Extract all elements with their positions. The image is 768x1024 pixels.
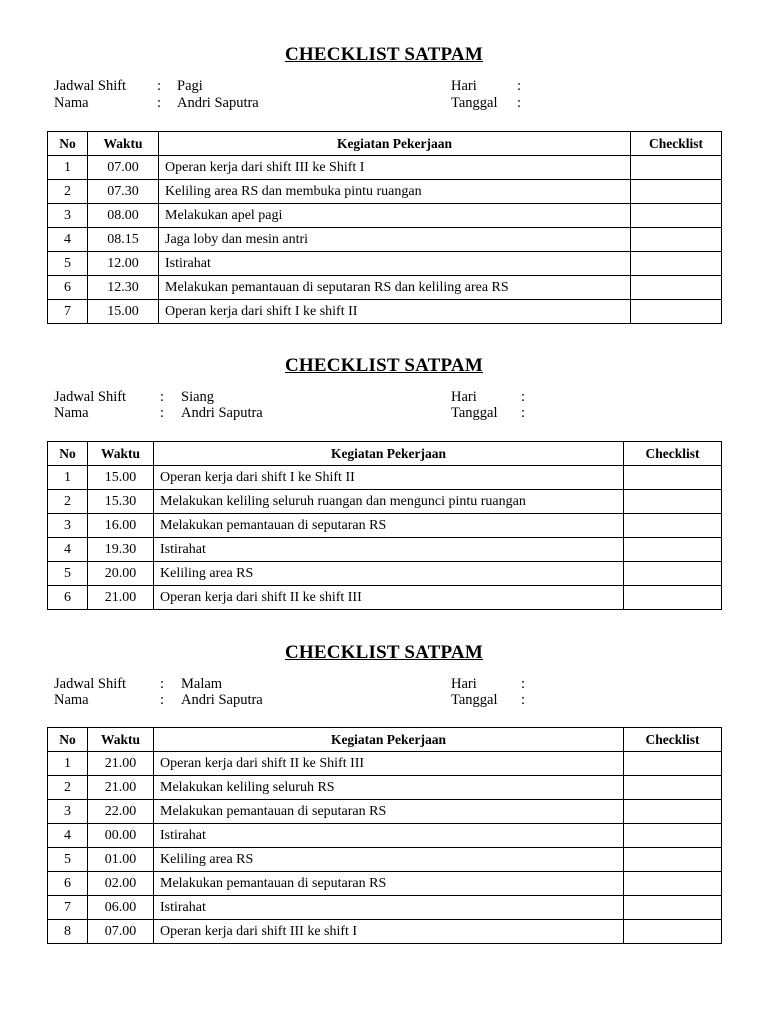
jadwal-shift-label: Jadwal Shift: [54, 78, 127, 94]
tanggal-label: Tanggal: [451, 405, 498, 421]
header-kegiatan: Kegiatan Pekerjaan: [154, 442, 624, 466]
tanggal-label: Tanggal: [451, 95, 498, 111]
shift-info: [0, 389, 768, 423]
row-time: 19.30: [88, 538, 154, 562]
row-time: 07.00: [88, 156, 159, 180]
row-time: 00.00: [88, 824, 154, 848]
row-number: 6: [48, 872, 88, 896]
row-time: 20.00: [88, 562, 154, 586]
table-row: [48, 228, 722, 252]
row-checklist-cell[interactable]: [624, 752, 722, 776]
row-time: 02.00: [88, 872, 154, 896]
jadwal-shift-label: Jadwal Shift: [54, 676, 127, 692]
row-number: 1: [48, 752, 88, 776]
row-number: 4: [48, 824, 88, 848]
row-number: 6: [48, 586, 88, 610]
checklist-table: [47, 131, 722, 324]
row-number: 7: [48, 300, 88, 324]
row-activity: Istirahat: [154, 896, 624, 920]
row-number: 7: [48, 896, 88, 920]
row-activity: Operan kerja dari shift II ke shift III: [154, 586, 624, 610]
row-activity: Operan kerja dari shift III ke Shift I: [159, 156, 631, 180]
row-number: 2: [48, 776, 88, 800]
nama-label: Nama: [54, 405, 89, 421]
row-time: 12.30: [88, 276, 159, 300]
row-time: 21.00: [88, 776, 154, 800]
row-checklist-cell[interactable]: [631, 252, 722, 276]
row-activity: Melakukan pemantauan di seputaran RS: [154, 800, 624, 824]
colon: :: [160, 405, 165, 421]
row-number: 3: [48, 514, 88, 538]
row-checklist-cell[interactable]: [631, 300, 722, 324]
table-row: [48, 562, 722, 586]
header-waktu: Waktu: [88, 132, 159, 156]
header-checklist: Checklist: [624, 442, 722, 466]
section-title: CHECKLIST SATPAM: [285, 642, 483, 663]
row-number: 4: [48, 538, 88, 562]
checklist-table: [47, 441, 722, 610]
row-time: 06.00: [88, 896, 154, 920]
shift-info: [0, 676, 768, 710]
section-title: CHECKLIST SATPAM: [285, 355, 483, 376]
table-row: [48, 204, 722, 228]
table-row: [48, 300, 722, 324]
row-number: 3: [48, 204, 88, 228]
table-row: [48, 920, 722, 944]
row-checklist-cell[interactable]: [631, 156, 722, 180]
row-checklist-cell[interactable]: [631, 228, 722, 252]
row-number: 2: [48, 490, 88, 514]
table-row: [48, 276, 722, 300]
row-time: 15.30: [88, 490, 154, 514]
table-row: [48, 848, 722, 872]
row-checklist-cell[interactable]: [624, 586, 722, 610]
row-checklist-cell[interactable]: [624, 776, 722, 800]
checklist-table: [47, 727, 722, 944]
row-checklist-cell[interactable]: [624, 848, 722, 872]
shift-info: [0, 78, 768, 112]
row-time: 16.00: [88, 514, 154, 538]
row-checklist-cell[interactable]: [624, 538, 722, 562]
nama-label: Nama: [54, 692, 89, 708]
row-time: 12.00: [88, 252, 159, 276]
row-checklist-cell[interactable]: [631, 180, 722, 204]
row-time: 15.00: [88, 466, 154, 490]
row-activity: Jaga loby dan mesin antri: [159, 228, 631, 252]
row-checklist-cell[interactable]: [624, 562, 722, 586]
colon: :: [517, 78, 522, 94]
row-activity: Melakukan keliling seluruh RS: [154, 776, 624, 800]
colon: :: [521, 692, 526, 708]
row-number: 1: [48, 156, 88, 180]
row-number: 3: [48, 800, 88, 824]
header-no: No: [48, 728, 88, 752]
table-header-row: [48, 132, 722, 156]
row-activity: Istirahat: [154, 538, 624, 562]
table-row: [48, 586, 722, 610]
row-time: 08.00: [88, 204, 159, 228]
colon: :: [521, 389, 526, 405]
row-activity: Keliling area RS: [154, 848, 624, 872]
row-activity: Melakukan pemantauan di seputaran RS: [154, 514, 624, 538]
row-checklist-cell[interactable]: [631, 276, 722, 300]
row-checklist-cell[interactable]: [624, 490, 722, 514]
table-row: [48, 896, 722, 920]
tanggal-label: Tanggal: [451, 692, 498, 708]
table-row: [48, 156, 722, 180]
row-activity: Operan kerja dari shift III ke shift I: [154, 920, 624, 944]
header-no: No: [48, 442, 88, 466]
colon: :: [521, 676, 526, 692]
row-activity: Keliling area RS: [154, 562, 624, 586]
row-checklist-cell[interactable]: [624, 920, 722, 944]
row-activity: Istirahat: [154, 824, 624, 848]
header-checklist: Checklist: [624, 728, 722, 752]
table-row: [48, 752, 722, 776]
hari-label: Hari: [451, 78, 477, 94]
row-number: 4: [48, 228, 88, 252]
colon: :: [517, 95, 522, 111]
shift-value: Malam: [181, 676, 223, 692]
table-row: [48, 538, 722, 562]
row-activity: Melakukan pemantauan di seputaran RS: [154, 872, 624, 896]
table-row: [48, 824, 722, 848]
table-row: [48, 466, 722, 490]
nama-value: Andri Saputra: [181, 405, 263, 421]
colon: :: [160, 692, 165, 708]
row-checklist-cell[interactable]: [624, 824, 722, 848]
row-activity: Operan kerja dari shift I ke shift II: [159, 300, 631, 324]
row-activity: Operan kerja dari shift I ke Shift II: [154, 466, 624, 490]
row-activity: Operan kerja dari shift II ke Shift III: [154, 752, 624, 776]
hari-label: Hari: [451, 676, 477, 692]
table-row: [48, 514, 722, 538]
table-row: [48, 252, 722, 276]
section-title: CHECKLIST SATPAM: [285, 44, 483, 65]
row-time: 08.15: [88, 228, 159, 252]
row-checklist-cell[interactable]: [624, 896, 722, 920]
header-checklist: Checklist: [631, 132, 722, 156]
row-activity: Melakukan pemantauan di seputaran RS dan keliling area RS: [159, 276, 631, 300]
colon: :: [160, 676, 165, 692]
header-kegiatan: Kegiatan Pekerjaan: [159, 132, 631, 156]
row-checklist-cell[interactable]: [631, 204, 722, 228]
table-row: [48, 490, 722, 514]
row-activity: Melakukan keliling seluruh ruangan dan mengunci pintu ruangan: [154, 490, 624, 514]
row-number: 5: [48, 562, 88, 586]
row-checklist-cell[interactable]: [624, 872, 722, 896]
row-activity: Melakukan apel pagi: [159, 204, 631, 228]
row-time: 15.00: [88, 300, 159, 324]
header-waktu: Waktu: [88, 442, 154, 466]
table-row: [48, 776, 722, 800]
row-checklist-cell[interactable]: [624, 514, 722, 538]
row-activity: Keliling area RS dan membuka pintu ruangan: [159, 180, 631, 204]
shift-value: Siang: [181, 389, 215, 405]
row-number: 5: [48, 848, 88, 872]
nama-value: Andri Saputra: [177, 95, 259, 111]
row-number: 1: [48, 466, 88, 490]
header-waktu: Waktu: [88, 728, 154, 752]
nama-value: Andri Saputra: [181, 692, 263, 708]
row-time: 22.00: [88, 800, 154, 824]
nama-label: Nama: [54, 95, 89, 111]
table-row: [48, 800, 722, 824]
header-no: No: [48, 132, 88, 156]
row-number: 6: [48, 276, 88, 300]
table-header-row: [48, 442, 722, 466]
jadwal-shift-label: Jadwal Shift: [54, 389, 127, 405]
colon: :: [521, 405, 526, 421]
hari-label: Hari: [451, 389, 477, 405]
row-checklist-cell[interactable]: [624, 800, 722, 824]
row-time: 21.00: [88, 586, 154, 610]
row-time: 07.30: [88, 180, 159, 204]
row-time: 07.00: [88, 920, 154, 944]
row-checklist-cell[interactable]: [624, 466, 722, 490]
table-row: [48, 872, 722, 896]
colon: :: [160, 389, 165, 405]
table-header-row: [48, 728, 722, 752]
shift-value: Pagi: [177, 78, 203, 94]
row-number: 5: [48, 252, 88, 276]
row-number: 2: [48, 180, 88, 204]
table-row: [48, 180, 722, 204]
header-kegiatan: Kegiatan Pekerjaan: [154, 728, 624, 752]
colon: :: [157, 78, 162, 94]
row-activity: Istirahat: [159, 252, 631, 276]
colon: :: [157, 95, 162, 111]
row-time: 21.00: [88, 752, 154, 776]
row-time: 01.00: [88, 848, 154, 872]
row-number: 8: [48, 920, 88, 944]
